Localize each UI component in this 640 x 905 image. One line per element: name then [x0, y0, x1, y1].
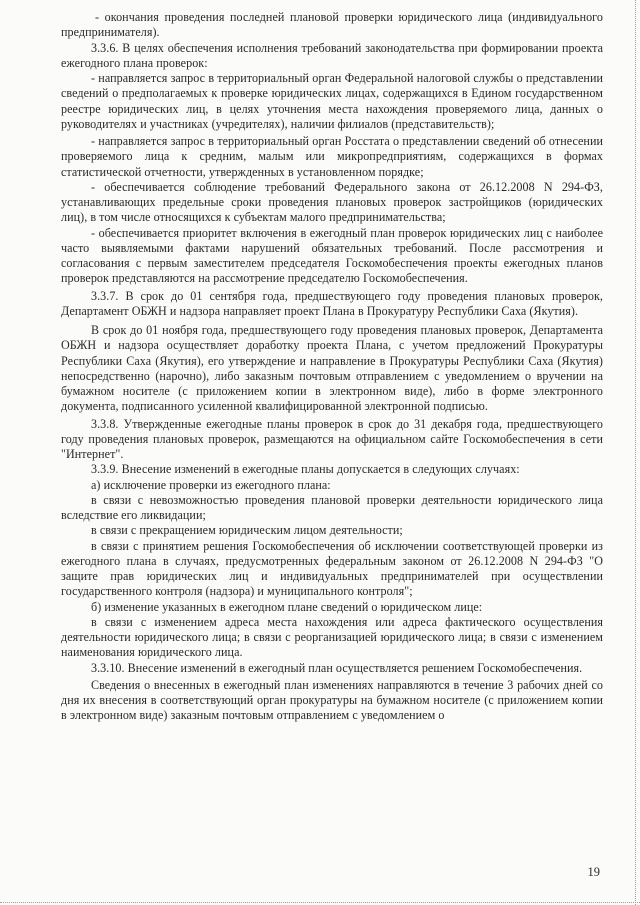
paragraph: в связи с прекращением юридическим лицом деятельности; [91, 523, 403, 538]
paragraph: - направляется запрос в территориальный орган Росстата о представлении сведений об отнесении проверяемого лица к средним, малым или микропредприятиям, содержащихся в формах статистической отчетности, утвержденных в установленном порядке; [61, 134, 603, 179]
paragraph: 3.3.9. Внесение изменений в ежегодные планы допускается в следующих случаях: [91, 462, 520, 477]
paragraph: - окончания проведения последней плановой проверки юридического лица (индивидуального предпринимателя). [61, 10, 603, 40]
paragraph: в связи с невозможностью проведения плановой проверки деятельности юридического лица вследствие его ликвидации; [61, 492, 603, 522]
paragraph: 3.3.7. В срок до 01 сентября года, предшествующего году проведения плановых проверок, Департамент ОБЖН и надзора направляет проект Плана в Прокуратуру Республики Саха (Якутия). [61, 288, 603, 318]
page-number: 19 [587, 865, 600, 879]
paragraph: Сведения о внесенных в ежегодный план изменениях направляются в течение 3 рабочих дней со дня их внесения в соответствующий орган прокуратуры на бумажном носителе (с приложением копии в электронном виде) заказным почтовым отправлением с уведомлением о [61, 677, 603, 723]
paragraph: 3.3.6. В целях обеспечения исполнения требований законодательства при формировании проекта ежегодного плана проверок: [61, 40, 603, 70]
paragraph: - направляется запрос в территориальный орган Федеральной налоговой службы о представлении сведений о предполагаемых к проверке юридических лицах, содержащихся в Едином государственном реестре юридических лиц, в целях уточнения места нахождения проверяемого лица, данных о руководителях и участниках (учредителях), наличии филиалов (представительств); [61, 71, 603, 131]
paragraph: 3.3.10. Внесение изменений в ежегодный план осуществляется решением Госкомобеспечения. [91, 660, 583, 675]
document-body [61, 10, 603, 724]
paragraph: в связи с принятием решения Госкомобеспечения об исключении соответствующей проверки из ежегодного плана в случаях, предусмотренных федеральным законом от 26.12.2008 N 294-ФЗ "О защите прав юридических лиц и индивидуальных предпринимателей при осуществлении государственного контроля (надзора) и муниципального контроля"; [61, 538, 603, 599]
scan-edge-bottom [0, 901, 640, 903]
paragraph: б) изменение указанных в ежегодном плане сведений о юридическом лице: [91, 599, 483, 614]
paragraph: в связи с изменением адреса места нахождения или адреса фактического осуществления деятельности юридического лица; в связи с реорганизацией юридического лица; в связи с изменением наименования юридического лица. [61, 614, 603, 660]
paragraph: - обеспечивается приоритет включения в ежегодный план проверок юридических лиц с наиболее часто выявляемыми фактами нарушений обязательных требований. После рассмотрения и согласования с первым заместителем председателя Госкомобеспечения проекты ежегодных планов проверок представляются на рассмотрение председателю Госкомобеспечения. [61, 225, 603, 286]
scan-edge-right [633, 0, 636, 905]
paragraph: В срок до 01 ноября года, предшествующего году проведения плановых проверок, Департамента ОБЖН и надзора осуществляет доработку проекта Плана, с учетом предложений Прокуратуры Республики Саха (Якутия), его утверждение и направление в Прокуратуры Республики Саха (Якутия) непосредственно (нарочно), либо заказным почтовым отправлением с уведомлением о вручении на бумажном носителе (с приложением копии в электронном виде), либо в форме электронного документа, подписанного усиленной квалифицированной электронной подписью. [61, 323, 603, 414]
paragraph: а) исключение проверки из ежегодного плана: [91, 477, 331, 492]
paragraph: 3.3.8. Утвержденные ежегодные планы проверок в срок до 31 декабря года, предшествующего году проведения плановых проверок, размещаются на официальном сайте Госкомобеспечения в сети "Интернет". [61, 416, 603, 461]
paragraph: - обеспечивается соблюдение требований Федерального закона от 26.12.2008 N 294-ФЗ, устанавливающих предельные сроки проведения плановых проверок застройщиков (юридических лиц), в том числе относящихся к субъектам малого предпринимательства; [61, 179, 603, 225]
